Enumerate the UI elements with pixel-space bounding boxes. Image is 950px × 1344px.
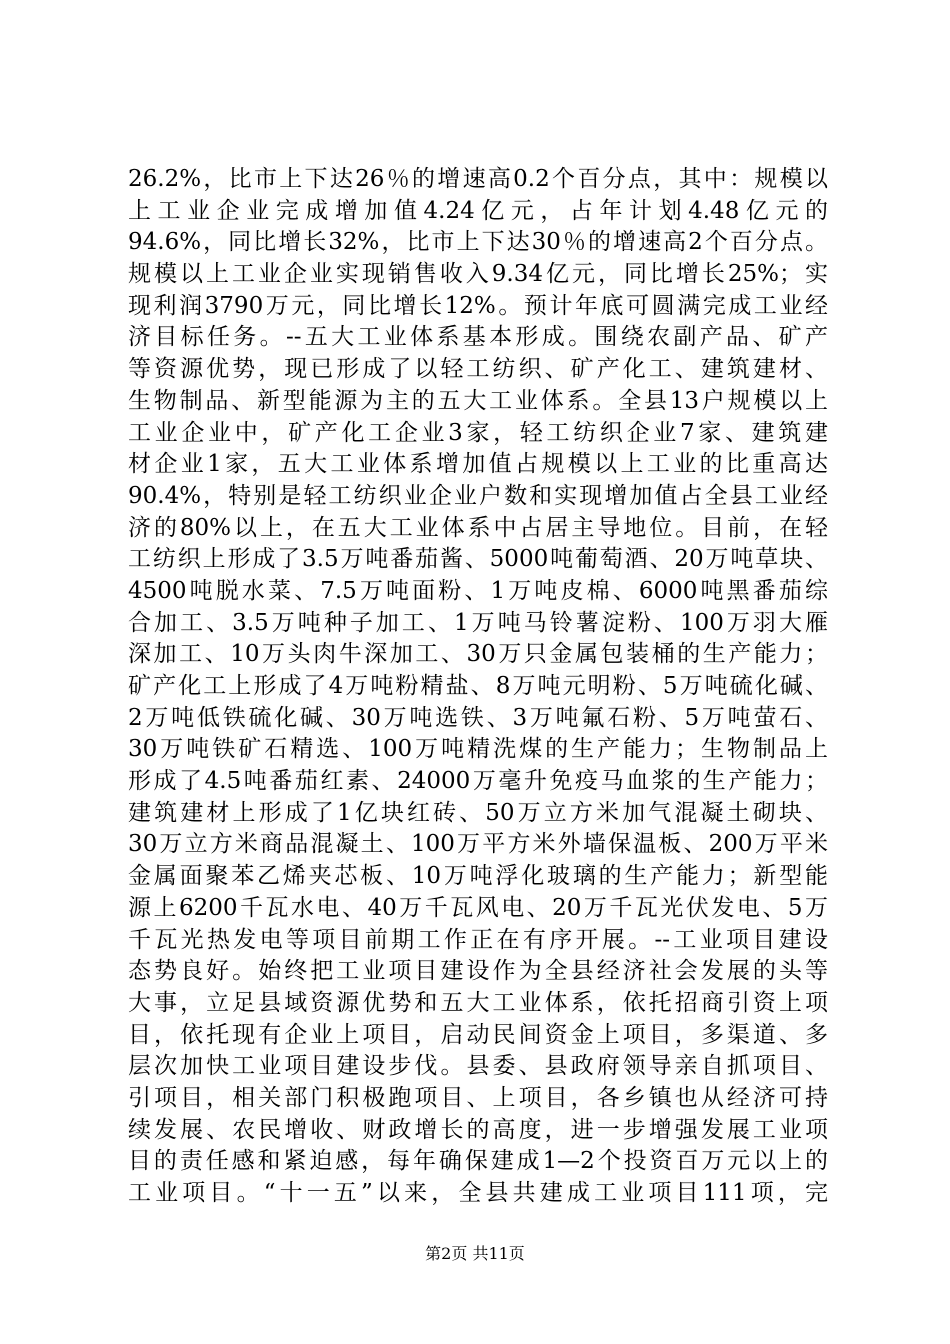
text-line: 续发展、农民增收、财政增长的高度，进一步增强发展工业项 [128, 1116, 828, 1143]
page-footer: 第2页 共11页 [425, 1244, 525, 1263]
text-line: 生物制品、新型能源为主的五大工业体系。全县13户规模以上 [128, 387, 828, 414]
text-line: 济目标任务。--五大工业体系基本形成。围绕农副产品、矿产 [128, 324, 828, 351]
text-line: 目的责任感和紧迫感，每年确保建成1—2个投资百万元以上的 [128, 1148, 828, 1175]
text-line: 2万吨低铁硫化碱、30万吨选铁、3万吨氟石粉、5万吨萤石、 [128, 704, 828, 731]
text-line: 目，依托现有企业上项目，启动民间资金上项目，多渠道、多 [128, 1021, 828, 1048]
text-line: 现利润3790万元，同比增长12%。预计年底可圆满完成工业经 [128, 292, 828, 319]
text-line: 30万吨铁矿石精选、100万吨精洗煤的生产能力；生物制品上 [128, 736, 828, 763]
text-line: 90.4%，特别是轻工纺织业企业户数和实现增加值占全县工业经 [128, 482, 828, 509]
text-line: 态势良好。始终把工业项目建设作为全县经济社会发展的头等 [128, 958, 828, 985]
text-line: 千瓦光热发电等项目前期工作正在有序开展。--工业项目建设 [128, 926, 828, 953]
body-text [128, 164, 828, 1210]
text-line: 金属面聚苯乙烯夹芯板、10万吨浮化玻璃的生产能力；新型能 [128, 863, 828, 890]
text-line: 等资源优势，现已形成了以轻工纺织、矿产化工、建筑建材、 [128, 356, 828, 383]
text-line: 工业企业中，矿产化工企业3家，轻工纺织企业7家、建筑建 [128, 419, 828, 446]
text-line: 合加工、3.5万吨种子加工、1万吨马铃薯淀粉、100万羽大雁 [128, 609, 828, 636]
text-line: 26.2%，比市上下达26％的增速高0.2个百分点，其中：规模以 [128, 166, 828, 192]
text-line: 材企业1家，五大工业体系增加值占规模以上工业的比重高达 [128, 451, 828, 478]
text-line: 矿产化工上形成了4万吨粉精盐、8万吨元明粉、5万吨硫化碱、 [128, 673, 828, 699]
text-line: 形成了4.5吨番茄红素、24000万毫升免疫马血浆的生产能力； [128, 768, 828, 795]
text-line: 规模以上工业企业实现销售收入9.34亿元，同比增长25%；实 [128, 261, 828, 288]
text-line: 上工业企业完成增加值4.24亿元，占年计划4.48亿元的 [128, 197, 828, 224]
text-line: 源上6200千瓦水电、40万千瓦风电、20万千瓦光伏发电、5万 [128, 894, 828, 921]
text-line: 94.6%，同比增长32%，比市上下达30％的增速高2个百分点。 [128, 229, 828, 256]
text-line: 大事，立足县域资源优势和五大工业体系，依托招商引资上项 [128, 989, 828, 1016]
text-line: 4500吨脱水菜、7.5万吨面粉、1万吨皮棉、6000吨黑番茄综 [128, 577, 828, 604]
text-line: 工业项目。“十一五”以来，全县共建成工业项目111项，完 [128, 1180, 828, 1206]
text-line: 济的80%以上，在五大工业体系中占居主导地位。目前，在轻 [128, 514, 828, 541]
text-line: 工纺织上形成了3.5万吨番茄酱、5000吨葡萄酒、20万吨草块、 [128, 546, 828, 573]
text-line: 建筑建材上形成了1亿块红砖、50万立方米加气混凝土砌块、 [128, 799, 828, 826]
text-line: 30万立方米商品混凝土、100万平方米外墙保温板、200万平米 [128, 831, 828, 858]
text-line: 深加工、10万头肉牛深加工、30万只金属包装桶的生产能力； [128, 641, 828, 668]
text-line: 引项目，相关部门积极跑项目、上项目，各乡镇也从经济可持 [128, 1084, 828, 1111]
text-line: 层次加快工业项目建设步伐。县委、县政府领导亲自抓项目、 [128, 1053, 828, 1080]
